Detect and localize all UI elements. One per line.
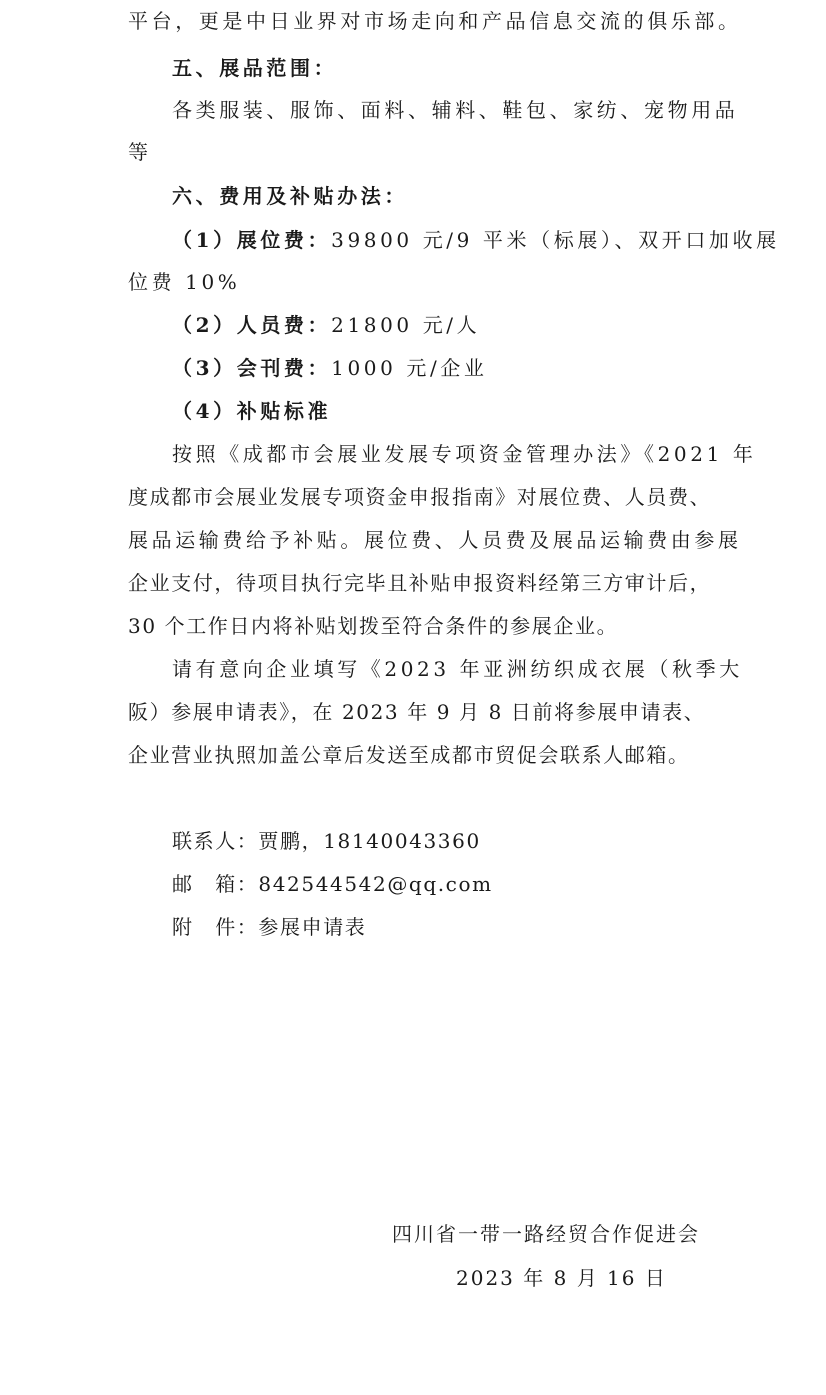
apply-para-line: 企业营业执照加盖公章后发送至成都市贸促会联系人邮箱。 — [128, 743, 690, 767]
apply-para-line: 阪）参展申请表》，在 2023 年 9 月 8 日前将参展申请表、 — [128, 700, 706, 724]
exhibit-scope-line-1: 各类服装、服饰、面料、辅料、鞋包、家纺、宠物用品 — [172, 98, 739, 122]
intro-tail-text: 平台，更是中日业界对市场走向和产品信息交流的俱乐部。 — [128, 9, 742, 33]
signature-date: 2023 年 8 月 16 日 — [456, 1266, 667, 1290]
journal-fee-label: （3）会刊费： — [172, 356, 332, 380]
section-6-heading: 六、费用及补贴办法： — [172, 184, 408, 208]
booth-fee-text: 39800 元/9 平米（标展）、双开口加收展 — [331, 228, 780, 252]
journal-fee-text: 1000 元/企业 — [331, 356, 488, 380]
signature-organization: 四川省一带一路经贸合作促进会 — [392, 1222, 700, 1246]
contact-email: 邮 箱：842544542@qq.com — [172, 872, 493, 896]
apply-para-line: 请有意向企业填写《2023 年亚洲纺织成衣展（秋季大 — [172, 657, 743, 681]
attachment-line: 附 件：参展申请表 — [172, 915, 367, 939]
subsidy-para-line: 企业支付，待项目执行完毕且补贴申报资料经第三方审计后， — [128, 571, 712, 595]
booth-fee-line-1 — [172, 228, 780, 252]
subsidy-standard-heading: （4）补贴标准 — [172, 399, 332, 423]
contact-person: 联系人：贾鹏，18140043360 — [172, 829, 481, 853]
staff-fee-line — [172, 313, 480, 337]
booth-fee-label: （1）展位费： — [172, 228, 332, 252]
journal-fee-line — [172, 356, 488, 380]
subsidy-para-line: 30 个工作日内将补贴划拨至符合条件的参展企业。 — [128, 614, 619, 638]
staff-fee-text: 21800 元/人 — [331, 313, 481, 337]
subsidy-para-line: 度成都市会展业发展专项资金申报指南》对展位费、人员费、 — [128, 485, 712, 509]
section-5-heading: 五、展品范围： — [172, 56, 338, 80]
booth-fee-line-2: 位费 10% — [128, 270, 241, 294]
staff-fee-label: （2）人员费： — [172, 313, 332, 337]
subsidy-para-line: 展品运输费给予补贴。展位费、人员费及展品运输费由参展 — [128, 528, 742, 552]
exhibit-scope-line-2: 等 — [128, 140, 152, 164]
subsidy-para-line: 按照《成都市会展业发展专项资金管理办法》《2021 年 — [172, 442, 757, 466]
